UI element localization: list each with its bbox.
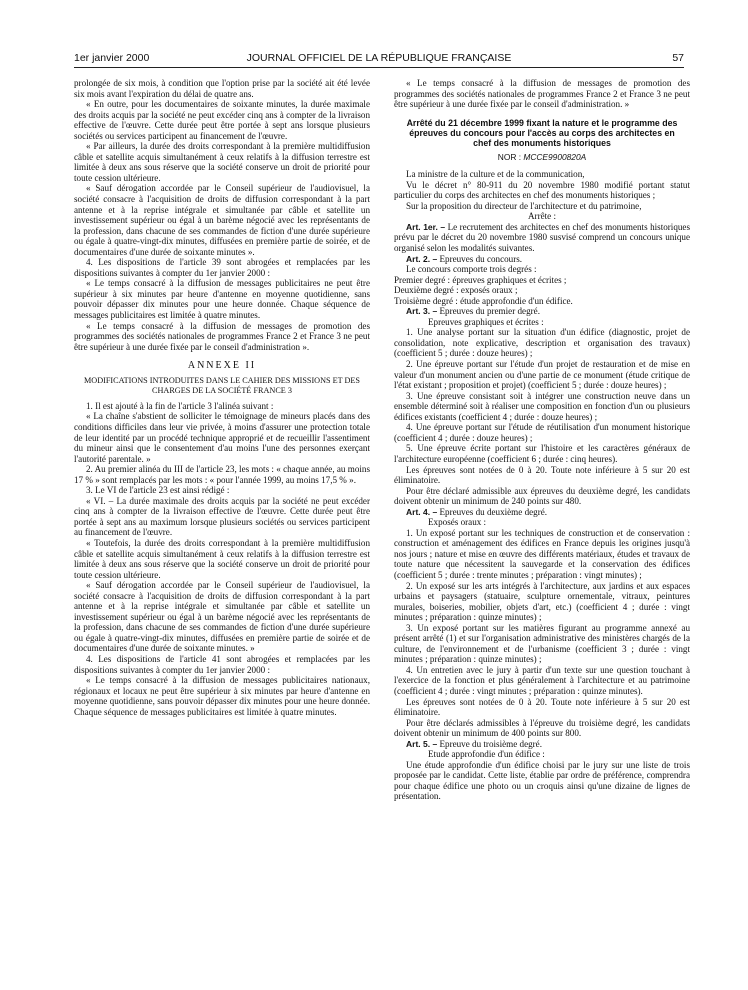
paragraph: « VI. – La durée maximale des droits acquis par la société ne peut excéder cinq ans à compter de la livraison effective de l'œuvre. Cette durée peut être portée à sept ans au maximum lorsque plusieurs sociétés ou services participent au financement de l'œuvre. (74, 495, 370, 538)
paragraph: 3. Un exposé portant sur les matières figurant au programme annexé au présent arrêté (1) et sur l'organisation administrative des ministères chargés de la culture, de l'environnement et de l'urbanisme (coefficient 3 ; durée : vingt minutes ; préparation : quinze minutes) ; (394, 622, 690, 665)
left-column (74, 78, 370, 717)
paragraph: 1. Il est ajouté à la fin de l'article 3 l'alinéa suivant : (86, 400, 274, 411)
header-title: JOURNAL OFFICIEL DE LA RÉPUBLIQUE FRANÇAISE (246, 52, 512, 64)
paragraph: 3. Une épreuve consistant soit à intégrer une construction neuve dans un ensemble déterminé soit à réaliser une composition en fonction d'un ou plusieurs édifices existants (coefficient 4 ; durée : douze heures) ; (394, 390, 690, 422)
paragraph: 4. Une épreuve portant sur l'étude de réutilisation d'un monument historique (coefficient 4 ; durée : douze heures) ; (394, 422, 690, 443)
paragraph: « Le temps consacré à la diffusion de messages de promotion des programmes des sociétés nationales de programmes France 2 et France 3 ne peut être supérieur à une durée fixée par le conseil d'administration. » (394, 78, 690, 110)
paragraph: Les épreuves sont notées de 0 à 20. Toute note inférieure à 5 sur 20 est éliminatoire. (394, 464, 690, 486)
header-date: 1er janvier 2000 (74, 52, 150, 64)
subheading: Etude approfondie d'un édifice : (428, 749, 545, 760)
paragraph: 4. Les dispositions de l'article 41 sont abrogées et remplacées par les dispositions suivantes à compter du 1er janvier 2000 : (74, 653, 370, 675)
article-label: Art. 3. – (406, 306, 438, 317)
article-text: Epreuve du troisième degré. (439, 738, 542, 749)
paragraph: « Le temps consacré à la diffusion de messages de promotion des programmes des sociétés nationales de programmes France 2 et France 3 ne peut être supérieur à une durée fixée par le conseil d'administration ». (74, 320, 370, 352)
article-1 (394, 222, 690, 254)
paragraph: « Sauf dérogation accordée par le Conseil supérieur de l'audiovisuel, la société consacre à l'acquisition de droits de diffusion correspondant à la part antenne et à la reprise intégrale et simultanée par câble et satellite un investissement supérieur ou égal à un barème négocié avec les représentants de la profession, dans chacune de ses commandes de fiction d'une durée supérieure ou égale à quatre-vingt-dix minutes, diffusées en première partie de soirée et de documentaires d'une durée de soixante minutes. » (74, 580, 370, 654)
paragraph: La ministre de la culture et de la communication, (406, 169, 585, 180)
paragraph: 2. Un exposé sur les arts intégrés à l'architecture, aux jardins et aux espaces urbains et paysagers (statuaire, sculpture ornementale, vitraux, peintures murales, boiseries, mobilier, objets d'art, etc.) (coefficient 4 ; durée : vingt minutes ; préparation : quinze minutes) ; (394, 580, 690, 623)
paragraph: Les épreuves sont notées de 0 à 20. Toute note inférieure à 5 sur 20 est éliminatoire. (394, 696, 690, 718)
nor-label: NOR : (497, 151, 522, 162)
annex-subtitle: MODIFICATIONS INTRODUITES DANS LE CAHIER DES MISSIONS ET DES CHARGES DE LA SOCIÉTÉ FRANCE 3 (84, 375, 360, 396)
paragraph: 4. Les dispositions de l'article 39 sont abrogées et remplacées par les dispositions suivantes à compter du 1er janvier 2000 : (74, 257, 370, 278)
paragraph: « Le temps consacré à la diffusion de messages publicitaires ne peut être supérieur à six minutes par heure d'antenne en moyenne quotidienne, sans pouvoir dépasser dix minutes pour une heure donnée. Chaque séquence de messages publicitaires est limitée à quatre minutes. (74, 278, 370, 321)
paragraph: « Par ailleurs, la durée des droits correspondant à la première multidiffusion câble et satellite acquis simultanément à ceux relatifs à la diffusion terrestre est limitée à deux ans sous réserve que la société conserve un droit de priorité pour toute cession ultérieure. (74, 141, 370, 183)
paragraph: « Le temps consacré à la diffusion de messages publicitaires nationaux, régionaux et locaux ne peut être supérieur à six minutes par heure d'antenne en moyenne quotidienne, sans pouvoir dépasser dix minutes pour une heure donnée. Chaque séquence de messages publicitaires est limitée à quatre minutes. (74, 675, 370, 717)
arrete-label: Arrête : (527, 211, 557, 222)
page-number: 57 (672, 52, 684, 64)
header-rule (74, 67, 684, 68)
paragraph: 5. Une épreuve écrite portant sur l'histoire et les caractères généraux de l'architecture européenne (coefficient 6 ; durée : cinq heures). (394, 443, 690, 464)
paragraph: Premier degré : épreuves graphiques et écrites ; (394, 274, 567, 285)
paragraph: 1. Un exposé portant sur les techniques de construction et de conservation : construction et aménagement des édifices en France depuis les origines jusqu'à nos jours ; nature et mise en œuvre des différents matériaux, études et travaux de toute nature que nécessitent la sauvegarde et la conservation des édifices (coefficient 5 ; durée : trente minutes ; préparation : vingt minutes) ; (394, 527, 690, 580)
paragraph: Sur la proposition du directeur de l'architecture et du patrimoine, (406, 200, 642, 211)
paragraph: Une étude approfondie d'un édifice choisi par le jury sur une liste de trois proposée par le candidat. Cette liste, établie par ordre de préférence, comprendra pour chaque édifice une photo ou un croquis ainsi qu'une dizaine de lignes de présentation. (394, 759, 690, 802)
article-text: Epreuves du concours. (439, 253, 523, 264)
annex-title: ANNEXE II (187, 360, 257, 372)
paragraph: Troisième degré : étude approfondie d'un édifice. (394, 295, 573, 306)
article-text: Epreuves du deuxième degré. (439, 506, 548, 517)
article-label: Art. 1er. – (406, 221, 446, 232)
paragraph: « Toutefois, la durée des droits correspondant à la première multidiffusion câble et satellite acquis simultanément à ceux relatifs à la diffusion terrestre est limitée à deux ans sous réserve que la société conserve un droit de priorité pour toute cession ultérieure. (74, 537, 370, 580)
page-header (74, 52, 684, 66)
paragraph: Le concours comporte trois degrés : (406, 264, 537, 275)
paragraph: « Sauf dérogation accordée par le Conseil supérieur de l'audiovisuel, la société consacre à l'acquisition de droits de diffusion correspondant à la part antenne et à la reprise intégrale et simultanée par câble et satellite un investissement supérieur ou égal à un barème négocié avec les représentants de la profession, dans chacune de ses commandes de fiction d'une durée supérieure ou égale à quatre-vingt-dix minutes, diffusées en première partie de soirée, et de documentaires d'une durée de soixante minutes ». (74, 183, 370, 257)
paragraph: 2. Au premier alinéa du III de l'article 23, les mots : « chaque année, au moins 17 % » sont remplacés par les mots : « pour l'année 1999, au moins 17,5 % ». (74, 464, 370, 485)
paragraph: 4. Un entretien avec le jury à partir d'un texte sur une question touchant à l'exercice de la fonction et plus généralement à l'architecture et au patrimoine (coefficient 4 ; durée : vingt minutes ; préparation : quinze minutes). (394, 664, 690, 696)
paragraph: 1. Une analyse portant sur la situation d'un édifice (diagnostic, projet de consolidation, note explicative, description et organisation des travaux) (coefficient 5 ; durée : douze heures) ; (394, 327, 690, 359)
article-3 (394, 306, 690, 317)
nor-reference (394, 152, 690, 163)
subheading: Epreuves graphiques et écrites : (428, 316, 544, 327)
article-label: Art. 4. – (406, 506, 438, 517)
article-2 (394, 254, 690, 265)
paragraph: « La chaîne s'abstient de solliciter le témoignage de mineurs placés dans des conditions difficiles dans leur vie privée, à moins d'assurer une protection totale de leur identité par un procédé technique approprié et de recueillir l'assentiment du mineur ainsi que le consentement d'au moins l'une des personnes exerçant l'autorité parentale. » (74, 411, 370, 464)
paragraph: 2. Une épreuve portant sur l'étude d'un projet de restauration et de mise en valeur d'un monument ancien ou d'une partie de ce monument (étude critique de l'état existant ; proposition et projet) (coefficient 5 ; durée : douze heures) ; (394, 359, 690, 391)
article-label: Art. 5. – (406, 738, 438, 749)
paragraph: prolongée de six mois, à condition que l'option prise par la société ait été levée six mois avant l'expiration du délai de quatre ans. (74, 78, 370, 99)
paragraph: Vu le décret n° 80-911 du 20 novembre 1980 modifié portant statut particulier du corps des architectes en chef des monuments historiques ; (394, 179, 690, 201)
nor-code: MCCE9900820A (523, 151, 587, 162)
subheading: Exposés oraux : (428, 517, 487, 528)
right-column (394, 78, 690, 802)
paragraph: Deuxième degré : exposés oraux ; (394, 285, 518, 296)
article-5 (394, 739, 690, 750)
paragraph: « En outre, pour les documentaires de soixante minutes, la durée maximale des droits acquis par la société ne peut excéder cinq ans à compter de la livraison effective de l'œuvre. Cette durée peut être portée à sept ans lorsque plusieurs sociétés ou services participent au financement de l'œuvre. (74, 99, 370, 141)
paragraph: Pour être déclaré admissible aux épreuves du deuxième degré, les candidats doivent obtenir un minimum de 240 points sur 480. (394, 485, 690, 507)
paragraph: Pour être déclarés admissibles à l'épreuve du troisième degré, les candidats doivent obtenir un minimum de 400 points sur 800. (394, 717, 690, 739)
article-text: Le recrutement des architectes en chef des monuments historiques prévu par le décret du 20 novembre 1980 susvisé comprend un concours unique organisé selon les modalités suivantes. (394, 221, 690, 254)
decree-title: Arrêté du 21 décembre 1999 fixant la nature et le programme des épreuves du concours pour l'accès au corps des architectes en chef des monuments historiques (406, 117, 678, 148)
article-text: Epreuves du premier degré. (439, 306, 540, 317)
article-label: Art. 2. – (406, 253, 438, 264)
article-4 (394, 507, 690, 518)
paragraph: 3. Le VI de l'article 23 est ainsi rédigé : (86, 485, 230, 496)
